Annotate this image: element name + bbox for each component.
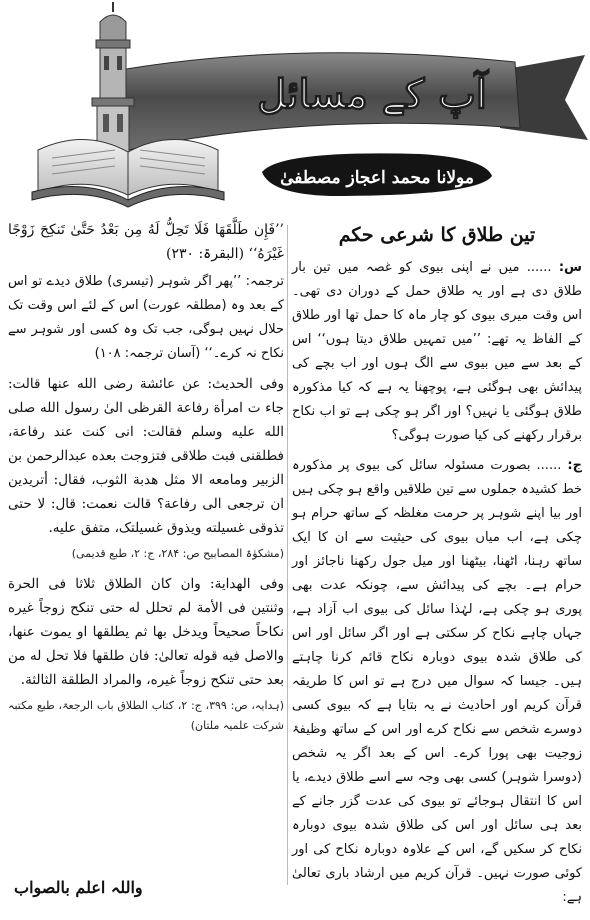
article-right-column: [292, 218, 582, 916]
closing-phrase: واللہ اعلم بالصواب: [14, 878, 143, 897]
column-divider: [287, 225, 288, 885]
quran-verse: ’’فَإِن طَلَّقَهَا فَلَا تَحِلُّ لَهُ مِن بَعْدُ حَتَّىٰ تَنكِحَ زَوْجًا غَيْرَهُ‘‘ (البقرۃ: ۲۳۰): [8, 222, 284, 262]
hidaya-text: وفی الهدایة: وان کان الطلاق ثلاثا فی الحرة وثنتین فی الأمة لم تحلل له حتی تنکح زوجاً غیره نکاحاً صحیحاً ویدخل بها ثم یطلقها او یموت عنها، والاصل فیه قوله تعالیٰ: فان طلقها فلا تحل له من بعد حتی تنکح زوجاً غیره، والمراد الطلقة الثالثة.: [8, 576, 284, 688]
hadith-reference: (مشکوٰۃ المصابیح ص: ۲۸۴، ج: ۲، طبع قدیمی): [71, 547, 284, 560]
article-left-column: [8, 218, 284, 744]
article-heading: تین طلاق کا شرعی حکم: [338, 224, 536, 246]
verse-translation: ترجمہ: ’’پھر اگر شوہر (تیسری) طلاق دیدے تو اس کے بعد وہ (مطلقہ عورت) اس کے لئے اس وقت تک حلال نہیں ہوگی، جب تک وہ کسی اور شوہر سے نکاح نہ کرے۔‘‘ (آسان ترجمہ: ۱۰۸): [8, 274, 284, 361]
question-paragraph: [292, 256, 582, 448]
question-label: س:: [558, 260, 582, 275]
column-title: آپ کے مسائل: [257, 71, 487, 118]
column-banner: [0, 0, 590, 215]
author-name: مولانا محمد اعجاز مصطفیٰ: [280, 168, 474, 188]
answer-paragraph: [292, 454, 582, 910]
author-plate: [262, 153, 492, 196]
question-text: ...... میں نے اپنی بیوی کو غصہ میں تین بار طلاق دی ہے اور یہ طلاق حمل کے دوران دی تھی۔ اس وقت میری بیوی کو چار ماہ کا حمل تھا اور طلاق کے الفاظ یہ تھے: ’’میں تمہیں طلاق دیتا ہوں‘‘ اس کے بعد سے میں بیوی سے الگ ہوں اور اب بچے کی پیدائش بھی ہوگئی ہے، پوچھنا یہ ہے کہ کیا مذکورہ طلاق ہوگئی یا نہیں؟ اور اگر ہو چکی ہے تو اب نکاح برقرار رکھنے کی کیا صورت ہوگی؟: [292, 260, 582, 443]
answer-text: ...... بصورت مسئولہ سائل کی بیوی پر مذکورہ خط کشیدہ جملوں سے تین طلاقیں واقع ہو چکی ہیں اور بیا اپنے شوہر پر حرمت مغلظہ کے ساتھ حرام ہو چکی ہے، اب میاں بیوی کی حیثیت سے ان کا ایک ساتھ رہنا، اٹھنا، بیٹھنا اور میل جول رکھنا ناجائز اور حرام ہے۔ بچے کی پیدائش سے، چونکہ عدت بھی پوری ہو چکی ہے، لہٰذا سائل کی بیوی اب آزاد ہے، جہاں چاہے نکاح کر سکتی ہے اور اگر سائل اور اس کی طلاق شدہ بیوی دوبارہ نکاح قائم کرنا چاہتے ہیں۔ جیسا کہ سوال میں درج ہے تو اس کا طریقہ قرآن کریم اور احادیث نے یہ بتایا ہے کہ بیوی کسی دوسرے شخص سے نکاح کرے اور اس کے ساتھ وظیفۂ زوجیت بھی پورا کرے۔ اس کے بعد اگر یہ شخص (دوسرا شوہر) کسی بھی وجہ سے اسے طلاق دیدے، یا اس کا انتقال ہوجائے تو بیوی کی عدت گزر جانے کے بعد ہی سائل اور اس کی طلاق شدہ بیوی دوبارہ نکاح کر سکیں گے، اس کے علاوہ دوبارہ نکاح کی اور کوئی صورت نہیں۔ قرآن کریم میں ارشاد باری تعالیٰ ہے:: [292, 458, 582, 905]
answer-label: ج:: [567, 458, 582, 473]
hadith-text: وفی الحدیث: عن عائشة رضی الله عنها قالت: جاء ت امرأة رفاعة القرظی الیٰ رسول الله صلی الله علیه وسلم فقالت: انی کنت عند رفاعة، فطلقنی فبت طلاقی فتزوجت بعده عبدالرحمن بن الزبیر ومامعه الا مثل هدبة الثوب، فقال: أتریدین ان ترجعی الی رفاعة؟ قالت نعمت: قال: لا حتی تذوقی غسیلته ویذوق غسیلتک، متفق علیه.: [8, 376, 284, 536]
hidaya-reference: (ہدایہ، ص: ۳۹۹، ج: ۲، کتاب الطلاق باب الرجعۃ، طبع مکتبہ شرکت علمیہ ملتان): [8, 699, 285, 732]
